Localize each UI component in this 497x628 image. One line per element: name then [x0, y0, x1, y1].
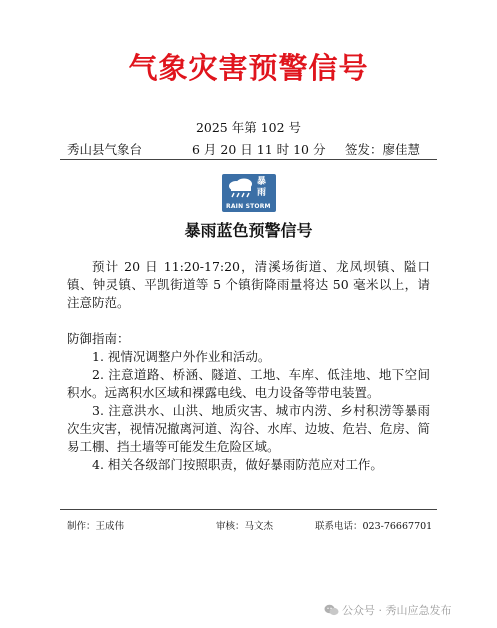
- author: 制作：王成伟: [67, 521, 125, 532]
- contact-phone: 联系电话：023-76667701: [315, 521, 433, 532]
- footer-divider: [60, 509, 437, 510]
- rain-cloud-icon: [226, 178, 256, 198]
- guide-item: 2. 注意道路、桥涵、隧道、工地、车库、低洼地、地下空间积水。远离积水区域和裸露电线、电力设备等带电装置。: [67, 367, 430, 400]
- guide-item: 3. 注意洪水、山洪、地质灾害、城市内涝、乡村积涝等暴雨次生灾害，视情况撤离河道、沟谷、水库、边坡、危岩、危房、简易工棚、挡土墙等可能发生危险区域。: [67, 403, 430, 454]
- forecast-paragraph: 预计 20 日 11:20-17:20，清溪场街道、龙凤坝镇、隘口镇、钟灵镇、平凯街道等 5 个镇街降雨量将达 50 毫米以上，请注意防范。: [67, 259, 430, 310]
- document-title: 气象灾害预警信号: [128, 51, 369, 85]
- issue-number: 2025 年第 102 号: [195, 120, 302, 135]
- watermark: [324, 602, 452, 618]
- issue-time: 6 月 20 日 11 时 10 分: [192, 142, 326, 157]
- guide-item: 1. 视情况调整户外作业和活动。: [92, 349, 271, 364]
- icon-label-top: 暴: [257, 177, 267, 187]
- warning-title: 暴雨蓝色预警信号: [184, 221, 313, 240]
- wechat-icon: [324, 604, 339, 616]
- guide-title: 防御指南：: [67, 331, 130, 346]
- issuer: 秀山县气象台: [67, 142, 143, 157]
- watermark-text: 公众号 · 秀山应急发布: [342, 604, 452, 617]
- icon-code: RAIN STORM: [226, 203, 271, 210]
- guide-item: 4. 相关各级部门按照职责，做好暴雨防范应对工作。: [92, 457, 383, 472]
- rainstorm-signal-icon: [222, 174, 276, 212]
- header-divider: [60, 159, 437, 160]
- reviewer: 审核：马文杰: [216, 521, 274, 532]
- icon-label-bottom: 雨: [257, 188, 267, 198]
- signer: 签发：廖佳慧: [345, 142, 421, 157]
